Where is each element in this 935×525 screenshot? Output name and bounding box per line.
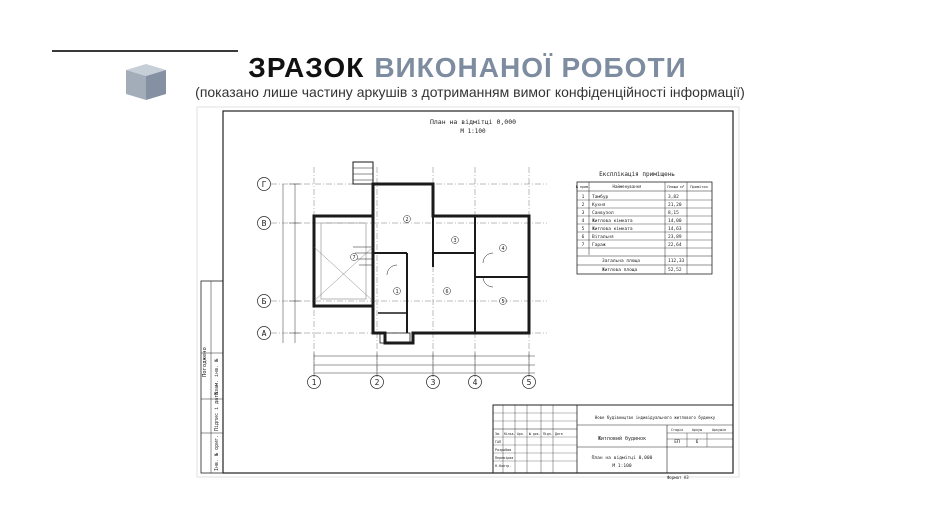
axis-label-3: 3 bbox=[430, 378, 436, 387]
explication-row-name: Тамбур bbox=[592, 195, 609, 200]
room-number-6: 6 bbox=[445, 289, 449, 295]
axis-label-b: Б bbox=[261, 297, 267, 306]
axis-label-1: 1 bbox=[311, 378, 317, 387]
explication-head-note: Примітки bbox=[690, 185, 708, 189]
side-label-sign: Підпис і дата bbox=[214, 391, 220, 431]
stamp-stage-head: Стадія bbox=[670, 428, 684, 432]
explication-row-name: Житлова кімната bbox=[592, 219, 633, 224]
explication-row-area: 8,15 bbox=[668, 211, 679, 216]
room-number-5: 5 bbox=[501, 299, 505, 305]
stamp-col-count: Кільк. bbox=[504, 432, 516, 436]
explication-row-name: Санвузол bbox=[592, 211, 614, 216]
axis-label-g: Г bbox=[261, 180, 267, 189]
explication-total-value: 112,33 bbox=[668, 259, 685, 264]
explication-row-num: 1 bbox=[581, 195, 585, 200]
stamp-col-doc: № док. bbox=[529, 432, 541, 436]
stamp-col-change: Зм. bbox=[495, 432, 501, 436]
explication-row-name: Кухня bbox=[592, 203, 606, 208]
stamp-building: Житловий будинок bbox=[597, 436, 647, 442]
explication-row-num: 5 bbox=[581, 227, 585, 232]
stamp-project: Нове будівництво індивідуального житлового будинку bbox=[594, 415, 716, 420]
explication-row-num: 2 bbox=[581, 203, 585, 208]
stamp-role-normcontrol: Н.Контр. bbox=[495, 464, 512, 468]
stamp-sheet-scale: М 1:100 bbox=[612, 464, 632, 469]
side-label-inv: Інв. № ориг. bbox=[214, 434, 220, 471]
room-number-3: 3 bbox=[453, 238, 457, 244]
stamp-sheets-head: Аркушів bbox=[711, 428, 727, 432]
plan-title: План на відмітці 0,000 bbox=[429, 118, 517, 126]
side-label-replace: Взам. інв. № bbox=[214, 358, 220, 395]
side-label-approved: Погоджено bbox=[202, 347, 208, 377]
stamp-col-sheet: Арк. bbox=[517, 432, 525, 436]
stamp-role-developer: Розробив bbox=[495, 448, 512, 452]
room-number-1: 1 bbox=[395, 289, 399, 295]
explication-row-area: 14,00 bbox=[668, 219, 682, 224]
stamp-sheet-name: План на відмітці 0,000 bbox=[591, 456, 653, 461]
explication-row-num: 4 bbox=[581, 219, 585, 224]
explication-total-label: Загальна площа bbox=[602, 259, 640, 264]
stamp-role-checker: Перевірив bbox=[495, 456, 514, 460]
room-number-4: 4 bbox=[501, 246, 505, 252]
explication-row-name: Житлова кімната bbox=[592, 227, 633, 232]
axis-label-5: 5 bbox=[526, 378, 532, 387]
axis-label-2: 2 bbox=[374, 378, 380, 387]
explication-title: Експлікація приміщень bbox=[599, 171, 675, 178]
stamp-role-gap: ГАП bbox=[495, 440, 502, 444]
explication-head-area: Площа м² bbox=[667, 185, 685, 189]
axis-label-v: В bbox=[261, 219, 267, 228]
stamp-col-sign: Підп. bbox=[543, 432, 553, 436]
explication-living-label: Житлова площа bbox=[602, 268, 638, 273]
explication-living-value: 52,52 bbox=[668, 268, 682, 273]
stamp-stage: ЕП bbox=[674, 440, 680, 445]
explication-head-num: № прим. bbox=[575, 185, 591, 189]
stamp-col-date: Дата bbox=[555, 432, 563, 436]
explication-row-area: 23,89 bbox=[668, 235, 682, 240]
explication-row-num: 3 bbox=[581, 211, 585, 216]
plan-scale: М 1:100 bbox=[460, 128, 486, 135]
explication-row-num: 6 bbox=[581, 235, 585, 240]
explication-row-area: 14,63 bbox=[668, 227, 682, 232]
stamp-sheet-head: Аркуш bbox=[691, 428, 703, 432]
explication-row-num: 7 bbox=[581, 243, 585, 248]
axis-label-a: А bbox=[261, 329, 267, 338]
title-part-accent: ВИКОНАНОЇ РОБОТИ bbox=[374, 52, 687, 83]
room-number-2: 2 bbox=[405, 217, 409, 223]
page-title bbox=[0, 52, 935, 84]
explication-row-area: 22,64 bbox=[668, 243, 682, 248]
room-number-7: 7 bbox=[352, 255, 356, 261]
explication-row-area: 3,82 bbox=[668, 195, 679, 200]
explication-row-name: Гараж bbox=[592, 243, 606, 248]
explication-head-name: Найменування bbox=[612, 184, 642, 189]
axis-label-4: 4 bbox=[472, 378, 478, 387]
floor-plan-sheet bbox=[197, 107, 739, 480]
sheet-format: Формат А3 bbox=[667, 475, 689, 480]
sheet-outer-border bbox=[197, 107, 739, 477]
page-subtitle: (показано лише частину аркушів з дотриманням вимог конфіденційності інформації) bbox=[195, 84, 745, 100]
stamp-sheet-number: 6 bbox=[695, 440, 699, 445]
title-part-main: ЗРАЗОК bbox=[248, 52, 365, 83]
explication-row-area: 21,20 bbox=[668, 203, 682, 208]
explication-row-name: Вітальня bbox=[592, 235, 614, 240]
